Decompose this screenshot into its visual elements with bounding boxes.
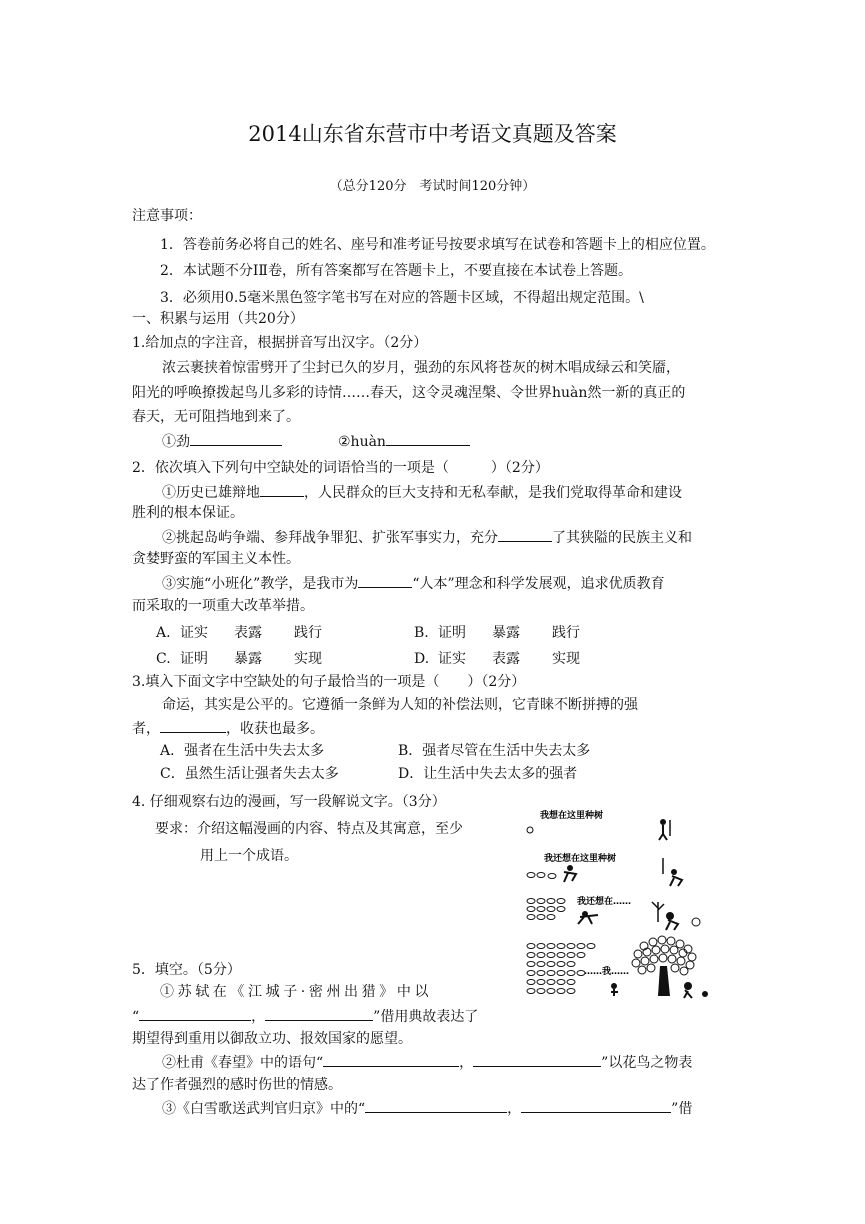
answer-line[interactable]	[498, 527, 552, 542]
answer-line[interactable]	[265, 1006, 373, 1021]
section-heading: 一、积累与运用（共20分）	[132, 311, 304, 327]
notice-item: 1．答卷前务必将自己的姓名、座号和准考证号按要求填写在试卷和答题卡上的相应位置。	[160, 237, 715, 253]
answer-line[interactable]	[260, 482, 304, 497]
cartoon-figure	[659, 819, 670, 840]
answer-blank-a	[162, 431, 282, 452]
sentence-line: 胜利的根本保证。	[132, 505, 244, 521]
passage-line: 阳光的呼唤撩拨起鸟儿多彩的诗情……春天，这令灵魂涅槃、令世界huàn然一新的真正的	[132, 385, 686, 401]
question-stem: 1.给加点的字注音，根据拼音写出汉字。（2分）	[132, 335, 428, 351]
answer-line[interactable]	[323, 1052, 459, 1067]
fill-line: ③《白雪歌送武判官归京》中的“ ， ”借	[162, 1098, 692, 1119]
option-c[interactable]: C. 证明 暴露 实现	[156, 651, 322, 667]
passage-line: 者， ，收获也最多。	[132, 718, 324, 739]
requirement-line: 用上一个成语。	[200, 848, 298, 864]
cartoon-caption: 我还想在……	[577, 897, 632, 907]
question-stem: 3.填入下面文字中空缺处的句子最恰当的一项是（ ）（2分）	[132, 674, 526, 690]
cartoon-caption: 我还想在这里种树	[544, 854, 617, 864]
sentence-line: ①历史已雄辩地 ，人民群众的巨大支持和无私奉献，是我们党取得革命和建设	[162, 482, 682, 503]
answer-blank-b	[338, 431, 470, 452]
passage-line: 春天，无可阻挡地到来了。	[132, 409, 300, 425]
sentence-line: ③实施“小班化”教学，是我市为 “人本”理念和科学发展观，追求优质教育	[162, 573, 665, 594]
option-b[interactable]: B．强者尽管在生活中失去太多	[398, 743, 591, 759]
passage-line: 命运，其实是公平的。它遵循一条鲜为人知的补偿法则，它青睐不断拼搏的强	[162, 697, 638, 713]
answer-line[interactable]	[521, 1098, 671, 1113]
fill-line: 达了作者强烈的感时伤世的情感。	[132, 1077, 342, 1093]
fill-line: ②杜甫《春望》中的语句“ ， ”以花鸟之物表	[162, 1052, 692, 1073]
sentence-line: ②挑起岛屿争端、参拜战争罪犯、扩张军事实力，充分 了其狭隘的民族主义和	[162, 527, 692, 548]
option-a[interactable]: A．强者在生活中失去太多	[160, 743, 325, 759]
sentence-line: 而采取的一项重大改革举措。	[132, 598, 314, 614]
cartoon-caption: 我想在这里种树	[540, 811, 604, 821]
blank-label: ①劲	[162, 434, 190, 450]
option-a[interactable]: A. 证实 表露 践行	[156, 625, 322, 641]
question-stem: 4. 仔细观察右边的漫画，写一段解说文字。（3分）	[132, 794, 446, 810]
sentence-line: 贪婪野蛮的军国主义本性。	[132, 551, 300, 567]
option-d[interactable]: D. 证实 表露 实现	[414, 651, 580, 667]
passage-line: 浓云裹挟着惊雷劈开了尘封已久的岁月，强劲的东风将苍灰的树木唱成绿云和笑靥，	[162, 360, 680, 376]
option-c[interactable]: C．虽然生活让强者失去太多	[160, 766, 339, 782]
answer-line[interactable]	[139, 1006, 251, 1021]
page-subtitle: （总分120分 考试时间120分钟）	[329, 179, 536, 194]
notice-item: 3．必须用0.5毫米黑色签字笔书写在对应的答题卡区域，不得超出规定范围。\	[160, 290, 644, 306]
answer-line[interactable]	[358, 573, 412, 588]
option-b[interactable]: B. 证明 暴露 践行	[414, 625, 580, 641]
option-d[interactable]: D．让生活中失去太多的强者	[398, 766, 578, 782]
requirement-line: 要求：介绍这幅漫画的内容、特点及其寓意，至少	[155, 821, 463, 837]
answer-line[interactable]	[386, 431, 470, 446]
answer-line[interactable]	[365, 1098, 507, 1113]
answer-line[interactable]	[160, 718, 226, 733]
page-title: 2014山东省东营市中考语文真题及答案	[248, 122, 617, 146]
notice-heading: 注意事项：	[132, 208, 202, 224]
answer-line[interactable]	[190, 431, 282, 446]
cartoon-image	[522, 806, 718, 1006]
blank-label: ②huàn	[338, 434, 386, 450]
fill-line: ①苏轼在《江城子·密州出猎》中以	[160, 984, 433, 1000]
question-stem: 2．依次填入下列句中空缺处的词语恰当的一项是（ ）（2分）	[132, 460, 549, 476]
cartoon-caption: ……我……	[584, 967, 630, 977]
question-stem: 5．填空。（5分）	[132, 962, 241, 978]
answer-line[interactable]	[473, 1052, 601, 1067]
fill-line: “ ， ”借用典故表达了	[132, 1006, 478, 1027]
fill-line: 期望得到重用以御敌立功、报效国家的愿望。	[132, 1031, 412, 1047]
notice-item: 2．本试题不分ⅠⅡ卷，所有答案都写在答题卡上，不要直接在本试卷上答题。	[160, 263, 632, 279]
